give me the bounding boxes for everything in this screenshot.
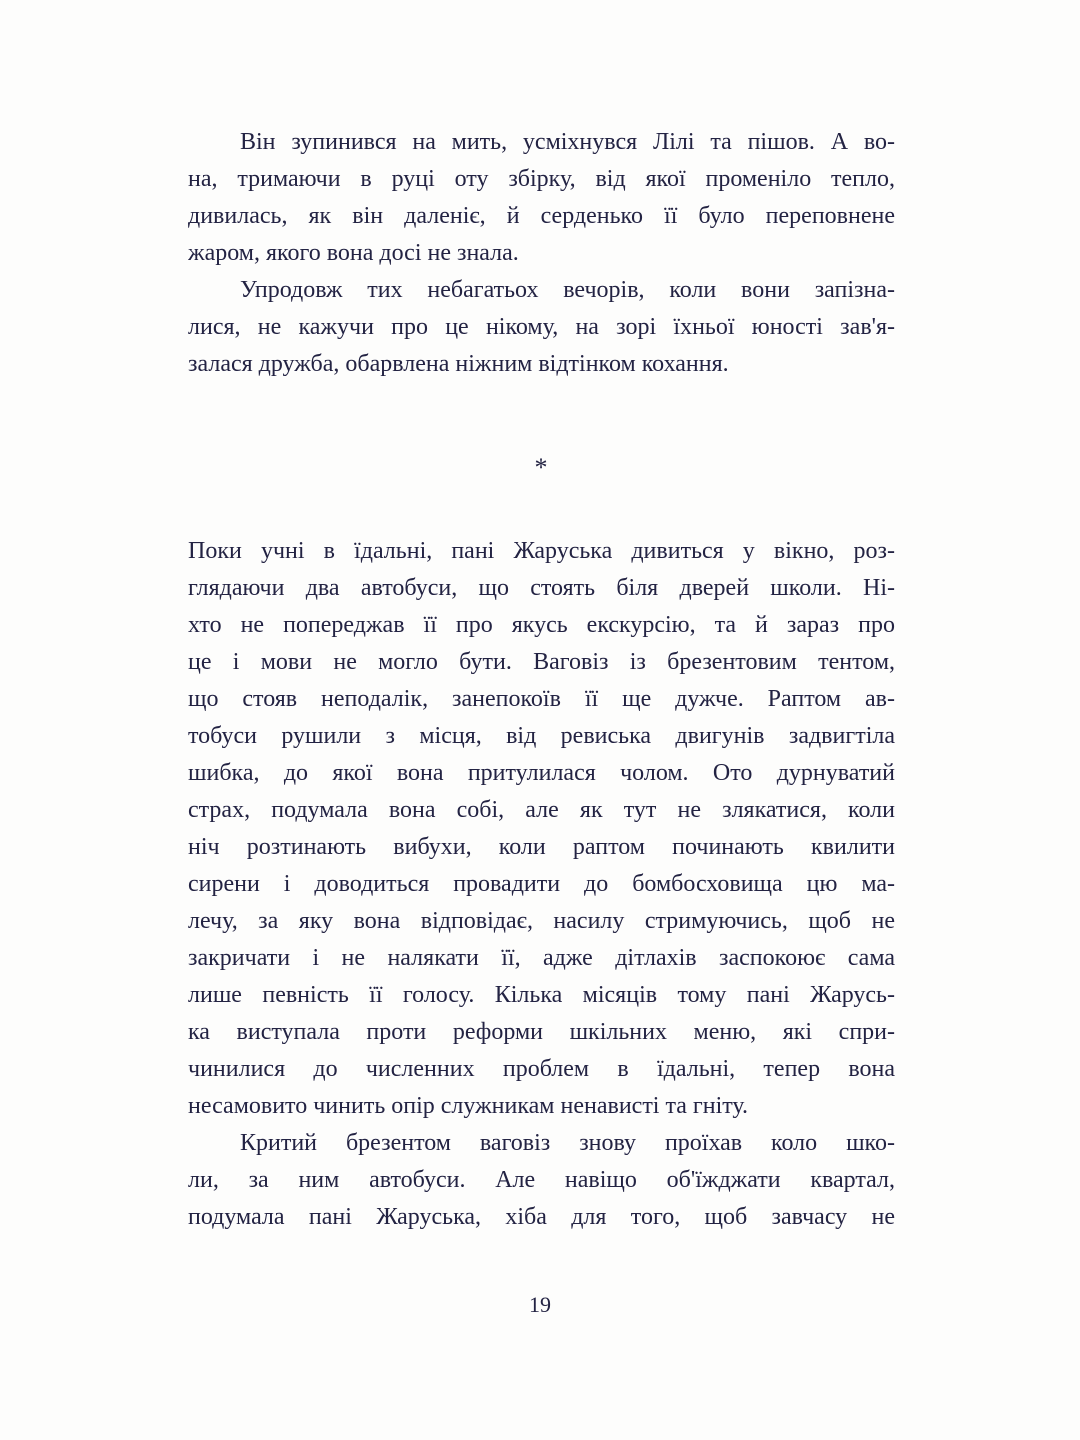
text-line: ли, за ним автобуси. Але навіщо об'їжджати квартал, bbox=[188, 1167, 895, 1193]
text-line: Критий брезентом ваговіз знову проїхав коло шко- bbox=[240, 1130, 895, 1156]
text-line: Упродовж тих небагатьох вечорів, коли вони запізна- bbox=[240, 277, 895, 303]
text-line: закричати і не налякати її, адже дітлахів заспокоює сама bbox=[188, 945, 895, 971]
text-line: Він зупинився на мить, усміхнувся Лілі та пішов. А во- bbox=[240, 129, 895, 155]
text-line: подумала пані Жаруська, хіба для того, щоб завчасу не bbox=[188, 1204, 895, 1230]
text-line: лише певність її голосу. Кілька місяців тому пані Жарусь- bbox=[188, 982, 895, 1008]
text-line: шибка, до якої вона притулилася чолом. Ото дурнуватий bbox=[188, 760, 895, 786]
text-line: тобуси рушили з місця, від ревиська двигунів задвигтіла bbox=[188, 723, 895, 749]
text-line: страх, подумала вона собі, але як тут не злякатися, коли bbox=[188, 797, 895, 823]
paragraph bbox=[188, 1125, 895, 1236]
text-line: Поки учні в їдальні, пані Жаруська дивиться у вікно, роз- bbox=[188, 538, 895, 564]
text-line: залася дружба, обарвлена ніжним відтінком кохання. bbox=[188, 351, 729, 377]
paragraph bbox=[188, 124, 895, 272]
text-line: глядаючи два автобуси, що стоять біля дверей школи. Ні- bbox=[188, 575, 895, 601]
paragraph bbox=[188, 533, 895, 1125]
text-line: ка виступала проти реформи шкільних меню, які спри- bbox=[188, 1019, 895, 1045]
text-line: лечу, за яку вона відповідає, насилу стримуючись, щоб не bbox=[188, 908, 895, 934]
text-line: лися, не кажучи про це нікому, на зорі їхньої юності зав'я- bbox=[188, 314, 895, 340]
page-number: 19 bbox=[529, 1292, 551, 1317]
text-line: що стояв неподалік, занепокоїв її ще дужче. Раптом ав- bbox=[188, 686, 895, 712]
text-line: жаром, якого вона досі не знала. bbox=[188, 240, 519, 266]
section-separator-asterisk: * bbox=[534, 453, 549, 482]
text-line: хто не попереджав її про якусь екскурсію, та й зараз про bbox=[188, 612, 895, 638]
text-line: дивилась, як він даленіє, й серденько її було переповнене bbox=[188, 203, 895, 229]
paragraph bbox=[188, 272, 895, 383]
text-line: несамовито чинить опір служникам ненависті та гніту. bbox=[188, 1093, 749, 1119]
text-line: це і мови не могло бути. Ваговіз із брезентовим тентом, bbox=[188, 649, 895, 675]
text-line: чинилися до численних проблем в їдальні, тепер вона bbox=[188, 1056, 895, 1082]
text-block bbox=[188, 124, 895, 1236]
text-line: сирени і доводиться провадити до бомбосховища цю ма- bbox=[188, 871, 895, 897]
text-line: на, тримаючи в руці оту збірку, від якої променіло тепло, bbox=[188, 166, 895, 192]
text-line: ніч розтинають вибухи, коли раптом починають квилити bbox=[188, 834, 895, 860]
